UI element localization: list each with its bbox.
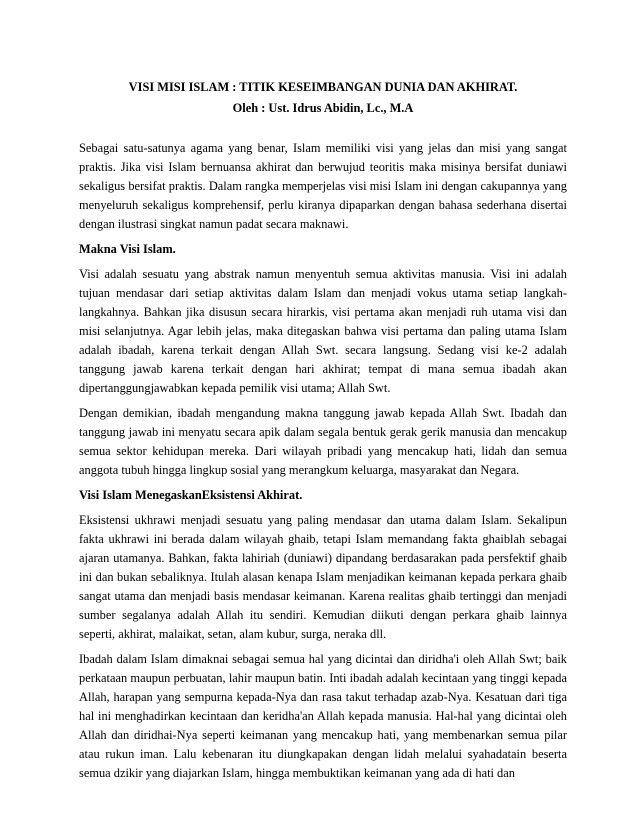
section1-paragraph-2: Dengan demikian, ibadah mengandung makna tanggung jawab kepada Allah Swt. Ibadah dan tanggung jawab ini menyatu secara apik dalam segala bentuk gerak gerik manusia dan mencakup semua sektor kehidupan mereka. Dari wilayah pribadi yang mencakup hati, lidah dan semua anggota tubuh hingga lingkup sosial yang merangkum keluarga, masyarakat dan Negara.	[79, 406, 567, 477]
section2-paragraph-1: Eksistensi ukhrawi menjadi sesuatu yang paling mendasar dan utama dalam Islam. Sekalipun fakta ukhrawi ini berada dalam wilayah ghaib, tetapi Islam memandang fakta ghaiblah sebagai ajaran utamanya. Bahkan, fakta lahiriah (duniawi) dipandang berdasarakan pada persfektif ghaib ini dan bukan sebaliknya. Itulah alasan kenapa Islam menjadikan keimanan kepada perkara ghaib sangat utama dan menjadi basis mendasar keimanan. Karena realitas ghaib tertinggi dan menjadi sumber segalanya adalah Allah itu sendiri. Kemudian diikuti dengan perkara ghaib lainnya seperti, akhirat, malaikat, setan, alam kubur, surga, neraka dll.	[79, 513, 567, 641]
section-heading-eksistensi-akhirat: Visi Islam MenegaskanEksistensi Akhirat.	[79, 488, 303, 502]
intro-paragraph: Sebagai satu-satunya agama yang benar, Islam memiliki visi yang jelas dan misi yang sangat praktis. Jika visi Islam bernuansa akhirat dan berwujud teoritis maka misinya bersifat duniawi sekaligus bersifat praktis. Dalam rangka memperjelas visi misi Islam ini dengan cakupannya yang menyeluruh sekaligus komprehensif, perlu kiranya dipaparkan dengan bahasa sederhana disertai dengan ilustrasi singkat namun padat secara maknawi.	[79, 141, 567, 231]
document-author: Oleh : Ust. Idrus Abidin, Lc., M.A	[232, 101, 414, 115]
document-title: VISI MISI ISLAM : TITIK KESEIMBANGAN DUNIA DAN AKHIRAT.	[128, 80, 518, 94]
section2-paragraph-2: Ibadah dalam Islam dimaknai sebagai semua hal yang dicintai dan diridha'i oleh Allah Swt; baik perkataan maupun perbuatan, lahir maupun batin. Inti ibadah adalah kecintaan yang tinggi kepada Allah, harapan yang sempurna kepada-Nya dan rasa takut terhadap azab-Nya. Kesatuan dari tiga hal ini menghadirkan kecintaan dan keridha'an Allah kepada manusia. Hal-hal yang dicintai oleh Allah dan diridhai-Nya seperti keimanan yang mencakup hati, yang membenarkan semua pilar atau rukun iman. Lalu kebenaran itu diungkapakan dengan lidah melalui syahadatain beserta semua dzikir yang diajarkan Islam, hingga membuktikan keimanan yang ada di hati dan	[79, 652, 567, 780]
section-heading-makna-visi: Makna Visi Islam.	[79, 242, 176, 256]
section1-paragraph-1: Visi adalah sesuatu yang abstrak namun menyentuh semua aktivitas manusia. Visi ini adalah tujuan mendasar dari setiap aktivitas dalam Islam dan menjadi vokus utama setiap langkah-langkahnya. Bahkan jika disusun secara hirarkis, visi pertama akan menjadi ruh utama visi dan misi selanjutnya. Agar lebih jelas, maka ditegaskan bahwa visi pertama dan paling utama Islam adalah ibadah, karena terkait dengan Allah Swt. secara langsung. Sedang visi ke-2 adalah tanggung jawab karena terkait dengan hari akhirat; tempat di mana semua ibadah akan dipertanggungjawabkan kepada pemilik visi utama; Allah Swt.	[79, 267, 567, 395]
